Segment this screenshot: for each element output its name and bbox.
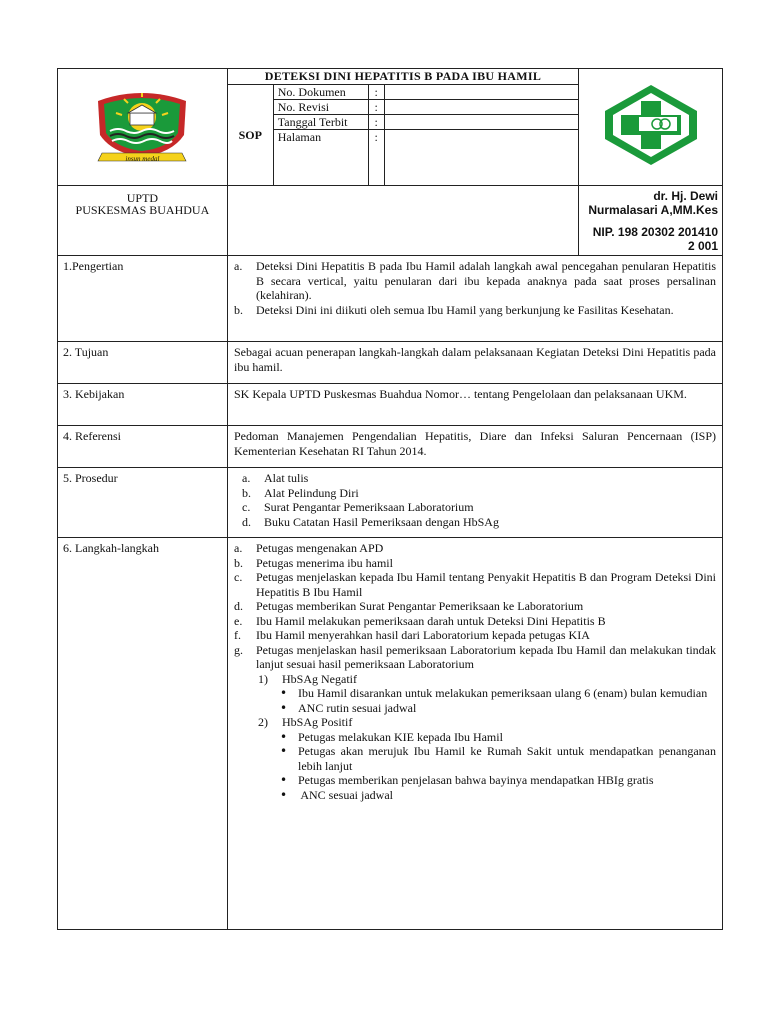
list-item — [234, 500, 716, 515]
list-item — [234, 628, 716, 643]
section-content-pengertian — [228, 256, 723, 342]
item-text: Petugas menerima ibu hamil — [256, 555, 393, 570]
org-line-2: PUSKESMAS BUAHDUA — [75, 203, 210, 217]
item-text: Alat Pelindung Diri — [264, 485, 359, 500]
field-value-tanggal — [384, 115, 578, 130]
puskesmas-cross-logo — [601, 83, 701, 167]
item-text: Petugas menjelaskan kepada Ibu Hamil tentang Penyakit Hepatitis B dan Program Deteksi Dini Hepatitis B Ibu Hamil — [256, 570, 716, 599]
bullet-item: • Ibu Hamil disarankan untuk melakukan pemeriksaan ulang 6 (enam) bulan kemudian — [234, 686, 716, 701]
item-text: HbSAg Negatif — [282, 671, 357, 686]
item-text: Buku Catatan Hasil Pemeriksaan dengan HbSAg — [264, 514, 499, 529]
bullet-item: • ANC sesuai jadwal — [234, 788, 716, 803]
negatif-bullets — [234, 686, 716, 715]
sop-document — [57, 68, 723, 930]
regency-crest-logo — [92, 91, 192, 165]
field-colon: : — [368, 115, 384, 130]
list-item — [234, 643, 716, 672]
positif-bullets — [234, 730, 716, 803]
regency-logo-cell — [58, 69, 228, 186]
logo-banner: insun medal — [125, 155, 160, 163]
field-label-tanggal: Tanggal Terbit — [273, 115, 368, 130]
result-item-negatif — [234, 672, 716, 687]
list-item — [234, 303, 716, 318]
section-content-tujuan: Sebagai acuan penerapan langkah-langkah dalam pelaksanaan Kegiatan Deteksi Dini Hepatitis pada ibu hamil. — [228, 342, 723, 384]
section-content-prosedur — [228, 468, 723, 538]
item-text: Petugas mengenakan APD — [256, 541, 384, 555]
list-item — [234, 471, 716, 486]
organization-name — [58, 186, 228, 256]
item-marker: 1) — [258, 671, 268, 686]
field-colon: : — [368, 100, 384, 115]
item-marker: d. — [234, 599, 243, 613]
item-text: Petugas memberikan Surat Pengantar Pemeriksaan ke Laboratorium — [256, 599, 584, 613]
field-label-halaman: Halaman — [273, 130, 368, 186]
header-blank-cell — [227, 186, 578, 256]
section-content-kebijakan: SK Kepala UPTD Puskesmas Buahdua Nomor… tentang Pengelolaan dan pelaksanaan UKM. — [228, 384, 723, 426]
item-marker: a. — [234, 259, 243, 273]
sop-label: SOP — [227, 85, 273, 186]
section-label-prosedur: 5. Prosedur — [58, 468, 228, 538]
result-item-positif — [234, 715, 716, 730]
section-label-referensi: 4. Referensi — [58, 426, 228, 468]
field-colon: : — [368, 85, 384, 100]
org-line-1: UPTD — [126, 191, 159, 205]
bullet-item: • ANC rutin sesuai jadwal — [234, 701, 716, 716]
item-marker: b. — [234, 302, 243, 317]
item-marker: a. — [242, 471, 251, 485]
item-marker: d. — [242, 514, 251, 529]
puskesmas-logo-cell — [579, 69, 723, 186]
hbsag-result-list — [234, 672, 716, 687]
list-item — [234, 515, 716, 530]
item-text: Deteksi Dini ini diikuti oleh semua Ibu Hamil yang berkunjung ke Fasilitas Kesehatan. — [256, 302, 674, 317]
list-item — [234, 259, 716, 303]
section-content-langkah — [228, 538, 723, 930]
item-text: Deteksi Dini Hepatitis B pada Ibu Hamil adalah langkah awal pencegahan penularan Hepatitis B secara vertical, yaitu penularan dari ibu kepada anaknya pada saat proses persalinan (kelahiran). — [256, 259, 716, 302]
section-label-tujuan: 2. Tujuan — [58, 342, 228, 384]
content-table — [57, 255, 723, 930]
list-item — [234, 541, 716, 556]
header-table — [57, 68, 723, 256]
field-value-dokumen — [384, 85, 578, 100]
item-marker: e. — [234, 613, 243, 628]
section-content-referensi: Pedoman Manajemen Pengendalian Hepatitis, Diare dan Infeksi Saluran Pencernaan (ISP) Kementerian Kesehatan RI Tahun 2014. — [228, 426, 723, 468]
signer-name: dr. Hj. Dewi Nurmalasari A,MM.Kes — [588, 189, 718, 217]
list-item — [234, 570, 716, 599]
item-text: Petugas menjelaskan hasil pemeriksaan Laboratorium kepada Ibu Hamil dan melakukan tindak lanjut sesuai hasil pemeriksaan Laboratorium — [256, 642, 716, 671]
bullet-item: • Petugas melakukan KIE kepada Ibu Hamil — [234, 730, 716, 745]
item-marker: b. — [242, 485, 251, 500]
prosedur-list — [234, 471, 716, 529]
field-label-dokumen: No. Dokumen — [273, 85, 368, 100]
field-value-revisi — [384, 100, 578, 115]
field-colon: : — [368, 130, 384, 186]
document-title: DETEKSI DINI HEPATITIS B PADA IBU HAMIL — [227, 69, 578, 85]
list-item — [234, 556, 716, 571]
item-marker: 2) — [258, 715, 268, 729]
signer-nip: NIP. 198 20302 201410 2 001 — [592, 225, 718, 253]
pengertian-list — [234, 259, 716, 317]
item-text: Ibu Hamil melakukan pemeriksaan darah untuk Deteksi Dini Hepatitis B — [256, 613, 606, 628]
list-item — [234, 614, 716, 629]
bullet-item: • Petugas memberikan penjelasan bahwa bayinya mendapatkan HBIg gratis — [234, 773, 716, 788]
list-item — [234, 486, 716, 501]
item-marker: a. — [234, 541, 243, 555]
item-text: HbSAg Positif — [282, 715, 353, 729]
item-marker: b. — [234, 555, 243, 570]
section-label-langkah: 6. Langkah-langkah — [58, 538, 228, 930]
signature-block — [579, 186, 723, 256]
bullet-item: • Petugas akan merujuk Ibu Hamil ke Rumah Sakit untuk mendapatkan penanganan lebih lanjut — [234, 744, 716, 773]
item-marker: c. — [242, 500, 251, 514]
item-text: Alat tulis — [264, 471, 309, 485]
langkah-list — [234, 541, 716, 672]
field-label-revisi: No. Revisi — [273, 100, 368, 115]
field-value-halaman — [384, 130, 578, 186]
section-label-pengertian: 1.Pengertian — [58, 256, 228, 342]
item-marker: g. — [234, 642, 243, 657]
item-marker: f. — [234, 628, 241, 642]
hbsag-result-list — [234, 715, 716, 730]
section-label-kebijakan: 3. Kebijakan — [58, 384, 228, 426]
item-text: Ibu Hamil menyerahkan hasil dari Laboratorium kepada petugas KIA — [256, 628, 590, 642]
item-text: Surat Pengantar Pemeriksaan Laboratorium — [264, 500, 474, 514]
item-marker: c. — [234, 570, 243, 584]
list-item — [234, 599, 716, 614]
